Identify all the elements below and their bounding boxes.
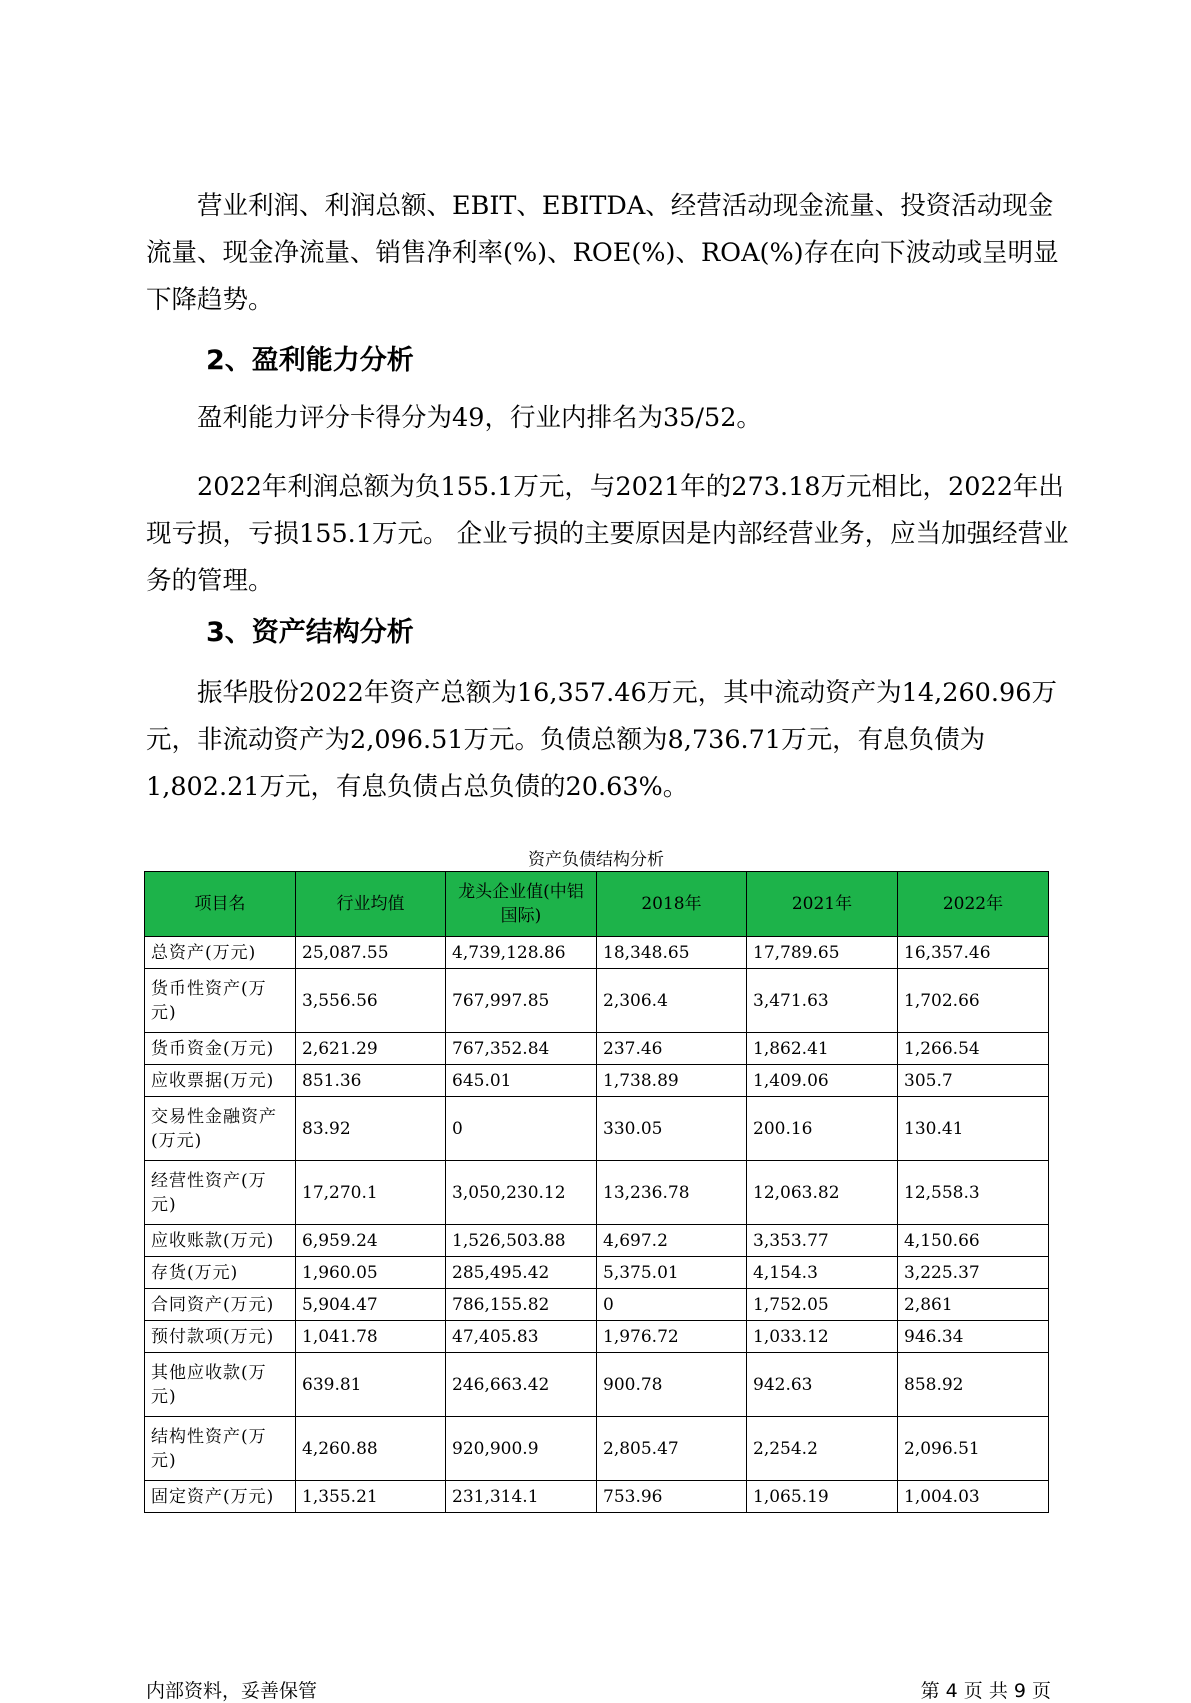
- cell-value: 1,960.05: [296, 1257, 446, 1289]
- cell-value: 786,155.82: [446, 1289, 597, 1321]
- table-row: [145, 1033, 1049, 1065]
- paragraph-profitability-score: 盈利能力评分卡得分为49，行业内排名为35/52。: [146, 403, 762, 433]
- row-label: 其他应收款(万元): [145, 1353, 296, 1417]
- cell-value: 2,861: [898, 1289, 1049, 1321]
- cell-value: 1,041.78: [296, 1321, 446, 1353]
- cell-value: 3,050,230.12: [446, 1161, 597, 1225]
- heading-profitability-analysis: 2、盈利能力分析: [206, 345, 414, 376]
- table-row: [145, 1417, 1049, 1481]
- row-label: 预付款项(万元): [145, 1321, 296, 1353]
- cell-value: 0: [597, 1289, 747, 1321]
- cell-value: 4,739,128.86: [446, 937, 597, 969]
- cell-value: 767,997.85: [446, 969, 597, 1033]
- cell-value: 767,352.84: [446, 1033, 597, 1065]
- row-label: 应收票据(万元): [145, 1065, 296, 1097]
- header-year-2021: 2021年: [747, 872, 898, 937]
- cell-value: 1,976.72: [597, 1321, 747, 1353]
- cell-value: 12,558.3: [898, 1161, 1049, 1225]
- cell-value: 942.63: [747, 1353, 898, 1417]
- table-row: [145, 1257, 1049, 1289]
- cell-value: 246,663.42: [446, 1353, 597, 1417]
- cell-value: 2,306.4: [597, 969, 747, 1033]
- cell-value: 920,900.9: [446, 1417, 597, 1481]
- table-row: [145, 1225, 1049, 1257]
- header-year-2018: 2018年: [597, 872, 747, 937]
- cell-value: 2,621.29: [296, 1033, 446, 1065]
- row-label: 存货(万元): [145, 1257, 296, 1289]
- table-row: [145, 1321, 1049, 1353]
- cell-value: 1,266.54: [898, 1033, 1049, 1065]
- cell-value: 4,154.3: [747, 1257, 898, 1289]
- cell-value: 753.96: [597, 1481, 747, 1513]
- cell-value: 1,738.89: [597, 1065, 747, 1097]
- cell-value: 5,375.01: [597, 1257, 747, 1289]
- header-year-2022: 2022年: [898, 872, 1049, 937]
- asset-liability-table: [144, 871, 1049, 1513]
- cell-value: 1,702.66: [898, 969, 1049, 1033]
- cell-value: 1,752.05: [747, 1289, 898, 1321]
- row-label: 经营性资产(万元): [145, 1161, 296, 1225]
- row-label: 交易性金融资产(万元): [145, 1097, 296, 1161]
- cell-value: 1,004.03: [898, 1481, 1049, 1513]
- cell-value: 639.81: [296, 1353, 446, 1417]
- row-label: 应收账款(万元): [145, 1225, 296, 1257]
- table-caption: 资产负债结构分析: [528, 850, 664, 870]
- table-row: [145, 1065, 1049, 1097]
- cell-value: 851.36: [296, 1065, 446, 1097]
- cell-value: 1,355.21: [296, 1481, 446, 1513]
- cell-value: 0: [446, 1097, 597, 1161]
- cell-value: 200.16: [747, 1097, 898, 1161]
- row-label: 货币性资产(万元): [145, 969, 296, 1033]
- cell-value: 3,353.77: [747, 1225, 898, 1257]
- cell-value: 17,789.65: [747, 937, 898, 969]
- table-row: [145, 937, 1049, 969]
- cell-value: 1,065.19: [747, 1481, 898, 1513]
- cell-value: 47,405.83: [446, 1321, 597, 1353]
- cell-value: 13,236.78: [597, 1161, 747, 1225]
- cell-value: 2,096.51: [898, 1417, 1049, 1481]
- cell-value: 4,697.2: [597, 1225, 747, 1257]
- table-row: [145, 969, 1049, 1033]
- row-label: 总资产(万元): [145, 937, 296, 969]
- cell-value: 17,270.1: [296, 1161, 446, 1225]
- paragraph-profit-loss: 2022年利润总额为负155.1万元，与2021年的273.18万元相比，2022年出现亏损，亏损155.1万元。 企业亏损的主要原因是内部经营业务，应当加强经营业务的管理。: [146, 472, 1069, 596]
- table-row: [145, 1161, 1049, 1225]
- cell-value: 946.34: [898, 1321, 1049, 1353]
- header-industry-average: 行业均值: [296, 872, 446, 937]
- cell-value: 3,556.56: [296, 969, 446, 1033]
- cell-value: 1,862.41: [747, 1033, 898, 1065]
- footer-confidential-note: 内部资料，妥善保管: [146, 1680, 318, 1702]
- cell-value: 4,150.66: [898, 1225, 1049, 1257]
- row-label: 合同资产(万元): [145, 1289, 296, 1321]
- table-row: [145, 1097, 1049, 1161]
- cell-value: 858.92: [898, 1353, 1049, 1417]
- table-row: [145, 1289, 1049, 1321]
- header-item-name: 项目名: [145, 872, 296, 937]
- heading-asset-structure-analysis: 3、资产结构分析: [206, 617, 414, 648]
- cell-value: 2,254.2: [747, 1417, 898, 1481]
- cell-value: 6,959.24: [296, 1225, 446, 1257]
- header-leading-company: 龙头企业值(中铝国际): [446, 872, 597, 937]
- cell-value: 1,409.06: [747, 1065, 898, 1097]
- row-label: 货币资金(万元): [145, 1033, 296, 1065]
- paragraph-asset-structure: 振华股份2022年资产总额为16,357.46万元，其中流动资产为14,260.96万元，非流动资产为2,096.51万元。负债总额为8,736.71万元，有息负债为1,802.21万元，有息负债占总负债的20.63%。: [146, 678, 1057, 802]
- cell-value: 1,526,503.88: [446, 1225, 597, 1257]
- table-row: [145, 1353, 1049, 1417]
- cell-value: 2,805.47: [597, 1417, 747, 1481]
- cell-value: 305.7: [898, 1065, 1049, 1097]
- cell-value: 12,063.82: [747, 1161, 898, 1225]
- cell-value: 3,471.63: [747, 969, 898, 1033]
- cell-value: 330.05: [597, 1097, 747, 1161]
- footer-page-number: 第 4 页 共 9 页: [920, 1680, 1051, 1702]
- cell-value: 237.46: [597, 1033, 747, 1065]
- cell-value: 5,904.47: [296, 1289, 446, 1321]
- cell-value: 3,225.37: [898, 1257, 1049, 1289]
- cell-value: 4,260.88: [296, 1417, 446, 1481]
- cell-value: 83.92: [296, 1097, 446, 1161]
- cell-value: 16,357.46: [898, 937, 1049, 969]
- paragraph-declining-indicators: 营业利润、利润总额、EBIT、EBITDA、经营活动现金流量、投资活动现金流量、现金净流量、销售净利率(%)、ROE(%)、ROA(%)存在向下波动或呈明显下降趋势。: [146, 191, 1059, 315]
- table-header-row: [145, 872, 1049, 937]
- cell-value: 130.41: [898, 1097, 1049, 1161]
- cell-value: 1,033.12: [747, 1321, 898, 1353]
- cell-value: 285,495.42: [446, 1257, 597, 1289]
- cell-value: 645.01: [446, 1065, 597, 1097]
- table-row: [145, 1481, 1049, 1513]
- cell-value: 18,348.65: [597, 937, 747, 969]
- row-label: 固定资产(万元): [145, 1481, 296, 1513]
- row-label: 结构性资产(万元): [145, 1417, 296, 1481]
- cell-value: 231,314.1: [446, 1481, 597, 1513]
- cell-value: 25,087.55: [296, 937, 446, 969]
- cell-value: 900.78: [597, 1353, 747, 1417]
